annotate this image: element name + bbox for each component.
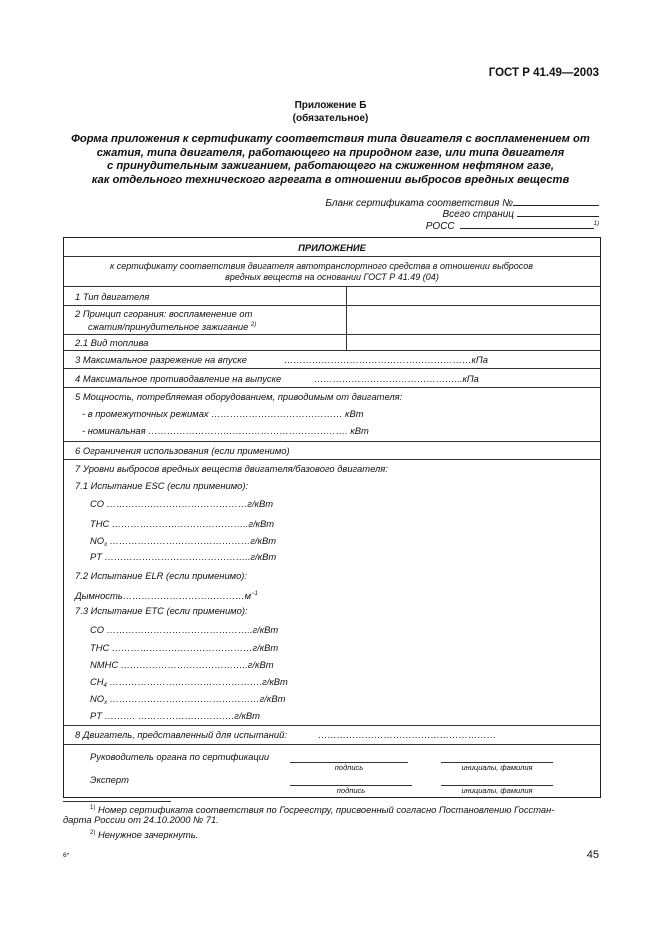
row-esc-test: 7.1 Испытание ESC (если применимо): <box>75 480 249 491</box>
etc-nox-symbol: NO <box>90 693 105 704</box>
page-number: 45 <box>586 849 599 861</box>
row-combustion-text: сжатия/принудительное зажигание <box>88 321 249 332</box>
row-combustion: 2 Принцип сгорания: воспламенение от <box>75 308 253 319</box>
row-test-engine-value[interactable]: ………………………………………………… <box>318 729 497 740</box>
row-elr-test: 7.2 Испытание ELR (если применимо): <box>75 570 248 581</box>
esc-nox[interactable] <box>90 535 276 551</box>
row-combustion-cont <box>88 320 256 332</box>
table-rule <box>64 725 600 726</box>
table-rule <box>64 286 600 287</box>
etc-ch4[interactable] <box>90 676 288 692</box>
form-title <box>60 133 601 187</box>
footnote-1-text: Номер сертификата соответствия по Госреестру, присвоенный согласно Постановлению Госстан- <box>97 804 555 815</box>
row-intake-depression: 3 Максимальное разрежение на впуске <box>75 354 247 365</box>
table-rule <box>64 334 600 335</box>
etc-pt[interactable]: PT ………. ………………………….г/кВт <box>90 710 260 721</box>
sign-head-initials-caption: инициалы, фамилия <box>461 763 533 772</box>
blank-ross-line[interactable] <box>460 219 594 229</box>
blank-certificate-line[interactable] <box>513 196 599 206</box>
row-restrictions: 6 Ограничения использования (если применимо) <box>75 445 290 456</box>
table-rule <box>64 387 600 388</box>
table-rule <box>64 305 600 306</box>
blank-ross-label: РОСС <box>425 221 455 232</box>
esc-nox-symbol: NO <box>90 535 105 546</box>
etc-ch4-value: ………………………………………….г/кВт <box>106 676 288 687</box>
table-rule <box>64 350 600 351</box>
form-title-line: Форма приложения к сертификату соответствия типа двигателя с воспламенением от <box>71 133 590 145</box>
row-etc-test: 7.3 Испытание ETC (если применимо): <box>75 605 248 616</box>
esc-co[interactable]: CO ………………………………………г/кВт <box>90 498 274 509</box>
etc-ch4-subscript: 4 <box>103 683 107 689</box>
etc-ch4-symbol: CH <box>90 676 104 687</box>
esc-nox-value: ………………………………………г/кВт <box>107 535 277 546</box>
etc-co[interactable]: CO ………………………………………..г/кВт <box>90 624 279 635</box>
etc-nox-subscript: x <box>104 700 108 706</box>
blank-pages-line[interactable] <box>517 207 599 217</box>
row-intake-depression-value[interactable]: ……………………………………………………кПа <box>284 354 488 365</box>
row-auxiliary-power: 5 Мощность, потребляемая оборудованием, приводимым от двигателя: <box>75 391 403 402</box>
table-subheading: к сертификату соответствия двигателя автотранспортного средства в отношении выбросов <box>110 261 533 271</box>
sign-head-signature-caption: подпись <box>334 763 364 772</box>
table-rule <box>64 459 600 460</box>
footnote-2 <box>90 827 198 841</box>
annex-title: Приложение Б <box>294 100 367 111</box>
sheet-mark: 6* <box>63 852 70 859</box>
table-rule <box>64 256 600 257</box>
footnote-1-cont: дарта России от 24.10.2000 № 71. <box>63 814 219 825</box>
row-rated-power[interactable]: - номинальная ………………………………………………………. кВт <box>82 425 369 436</box>
annex-status: (обязательное) <box>292 113 369 124</box>
sign-expert: Эксперт <box>90 774 129 785</box>
blank-ross-footnote-mark: 1) <box>593 221 599 227</box>
row-exhaust-backpressure: 4 Максимальное противодавление на выпуске <box>75 373 282 384</box>
row-emission-levels: 7 Уровни выбросов вредных веществ двигателя/базового двигателя: <box>75 463 388 474</box>
form-title-line: сжатия, типа двигателя, работающего на природном газе, или типа двигателя <box>96 146 565 159</box>
sign-expert-signature-caption: подпись <box>336 786 366 795</box>
row-intermediate-power[interactable]: - в промежуточных режимах …………………………………… кВт <box>82 408 364 419</box>
etc-thc[interactable]: THC ………………………………………г/кВт <box>90 642 279 653</box>
footnote-2-text: Ненужное зачеркнуть. <box>97 829 199 840</box>
row-combustion-note: 2) <box>250 322 257 328</box>
etc-nox[interactable] <box>90 693 285 709</box>
esc-pt[interactable]: PT ………………………………………..г/кВт <box>90 551 277 562</box>
footnote-1-mark: 1) <box>90 805 96 811</box>
annex-form-table <box>63 237 601 798</box>
table-heading: ПРИЛОЖЕНИЕ <box>298 242 366 253</box>
table-subheading: вредных веществ на основании ГОСТ Р 41.49 (04) <box>225 272 439 282</box>
form-title-line: с принудительным зажиганием, работающего на сжиженном нефтяном газе, <box>107 160 554 172</box>
blank-certificate-label: Бланк сертификата соответствия № <box>325 198 513 209</box>
row-fuel-type: 2.1 Вид топлива <box>75 337 149 348</box>
blank-pages-label: Всего страниц <box>442 209 514 220</box>
footnote-2-mark: 2) <box>90 830 96 836</box>
row-test-engine: 8 Двигатель, представленный для испытаний: <box>75 729 287 740</box>
esc-thc[interactable]: THC ……………………………………..г/кВт <box>90 518 275 529</box>
sign-expert-initials-caption: инициалы, фамилия <box>461 786 533 795</box>
table-rule <box>64 744 600 745</box>
table-rule <box>64 368 600 369</box>
table-rule <box>64 441 600 442</box>
elr-smoke[interactable] <box>75 589 258 601</box>
esc-nox-subscript: x <box>104 542 108 548</box>
etc-nox-value: …………………………………………г/кВт <box>107 693 286 704</box>
form-title-line: как отдельного технического агрегата в отношении выбросов вредных веществ <box>91 173 570 186</box>
blank-ross-field <box>426 219 599 232</box>
elr-smoke-unit-exponent: −1 <box>251 591 258 597</box>
table-column-divider <box>346 286 347 350</box>
sign-head-of-body: Руководитель органа по сертификации <box>90 751 270 762</box>
elr-smoke-value: Дымность…………………………………м <box>75 590 252 601</box>
standard-number: ГОСТ Р 41.49—2003 <box>488 67 599 79</box>
row-exhaust-backpressure-value[interactable]: ………………………………………...кПа <box>314 373 479 384</box>
row-engine-type: 1 Тип двигателя <box>75 291 150 302</box>
etc-nmhc[interactable]: NMHC …………………………………..г/кВт <box>90 659 274 670</box>
